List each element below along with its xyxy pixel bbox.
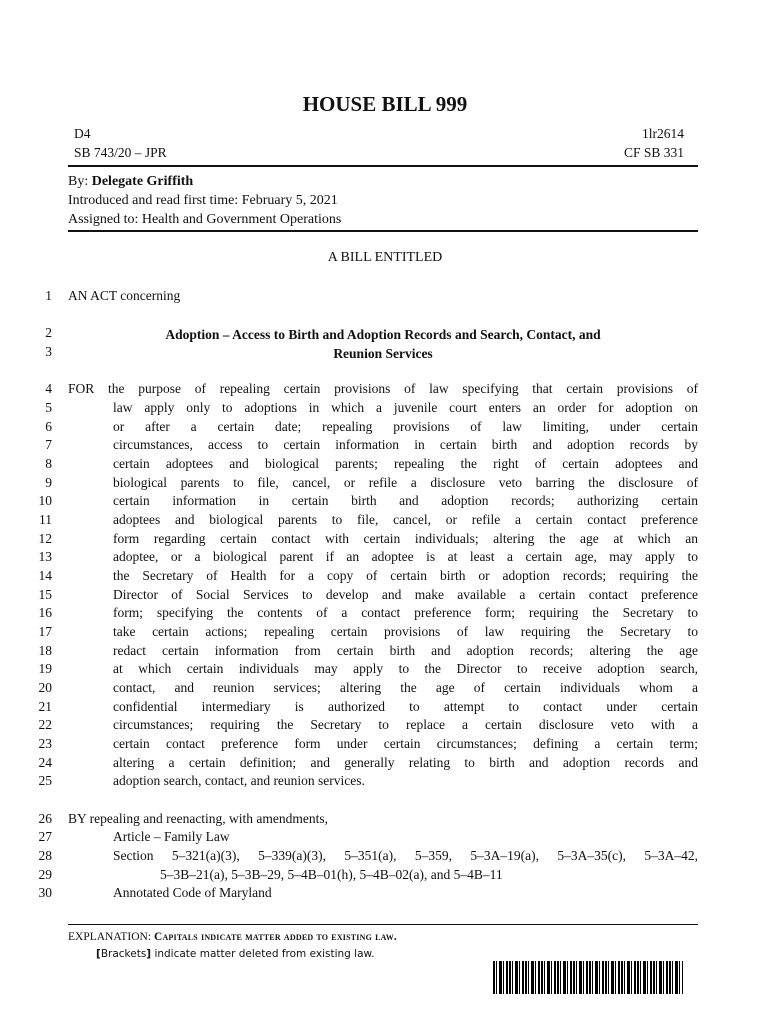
line-number: 19 xyxy=(38,661,52,676)
prior-bill-reference: SB 743/20 – JPR xyxy=(74,145,167,160)
section-line: Section 5–321(a)(3), 5–339(a)(3), 5–351(a), 5–359, 5–3A–19(a), 5–3A–35(c), 5–3A–42, xyxy=(113,848,698,863)
line-number: 28 xyxy=(38,848,52,863)
line-number: 1 xyxy=(45,288,52,303)
purpose-line: biological parents to file, cancel, or refile a disclosure veto barring the disclosure of xyxy=(113,475,698,490)
purpose-line: FOR the purpose of repealing certain provisions of law specifying that certain provisions of xyxy=(68,381,698,396)
line-number: 14 xyxy=(38,568,52,583)
delegate-name: Delegate Griffith xyxy=(91,174,194,189)
assigned-line: Assigned to: Health and Government Operations xyxy=(68,212,342,227)
line-number: 26 xyxy=(38,811,52,826)
by-repealing-line: BY repealing and reenacting, with amendments, xyxy=(68,811,329,826)
purpose-line: adoptees and biological parents to file, cancel, or refile a certain contact preference xyxy=(113,512,698,527)
purpose-line: at which certain individuals may apply to the Director to receive adoption search, xyxy=(113,661,698,676)
brackets-note xyxy=(96,948,374,960)
purpose-line: adoption search, contact, and reunion services. xyxy=(113,773,365,788)
purpose-line: contact, and reunion services; altering the age of certain individuals whom a xyxy=(113,680,698,695)
line-number: 8 xyxy=(45,456,52,471)
line-number: 4 xyxy=(45,381,52,396)
bracket-open: [ xyxy=(96,948,101,960)
purpose-line: adoptee, or a biological parent if an adoptee is at least a certain age, may apply to xyxy=(113,549,698,564)
line-number: 25 xyxy=(38,773,52,788)
bill-title: HOUSE BILL 999 xyxy=(302,92,468,116)
purpose-line: circumstances; requiring the Secretary to replace a certain disclosure veto with a xyxy=(113,717,698,732)
heading-line-1: Adoption – Access to Birth and Adoption Records and Search, Contact, and xyxy=(165,327,601,342)
line-number: 2 xyxy=(45,325,52,340)
line-number: 20 xyxy=(38,680,52,695)
explanation-line xyxy=(68,931,397,943)
section-line-continued: 5–3B–21(a), 5–3B–29, 5–4B–01(h), 5–4B–02(a), and 5–4B–11 xyxy=(160,867,503,882)
line-number: 24 xyxy=(38,755,52,770)
line-number: 29 xyxy=(38,867,52,882)
line-number: 16 xyxy=(38,605,52,620)
purpose-line: certain information in certain birth and adoption records; authorizing certain xyxy=(113,493,698,508)
purpose-line: form regarding certain contact with certain individuals; altering the age at which an xyxy=(113,531,698,546)
line-number: 27 xyxy=(38,829,52,844)
purpose-line: form; specifying the contents of a contact preference form; requiring the Secretary to xyxy=(113,605,698,620)
barcode-image xyxy=(493,961,683,994)
bracket-close: ] xyxy=(146,948,152,960)
line-number: 13 xyxy=(38,549,52,564)
purpose-line: or after a certain date; repealing provisions of law limiting, under certain xyxy=(113,419,698,434)
line-number: 22 xyxy=(38,717,52,732)
purpose-line: confidential intermediary is authorized to attempt to contact under certain xyxy=(113,699,698,714)
explanation-rule xyxy=(68,924,698,925)
line-number: 6 xyxy=(45,419,52,434)
line-number: 15 xyxy=(38,587,52,602)
by-label: By: xyxy=(68,174,89,189)
line-number: 17 xyxy=(38,624,52,639)
explanation-label: EXPLANATION: xyxy=(68,931,152,943)
introduced-line: Introduced and read first time: February 5, 2021 xyxy=(68,193,338,208)
brackets-note-text: indicate matter deleted from existing law. xyxy=(151,948,375,960)
line-number: 9 xyxy=(45,475,52,490)
sponsor-block xyxy=(68,172,341,229)
line-number: 30 xyxy=(38,885,52,900)
heading-line-2: Reunion Services xyxy=(333,346,433,361)
line-number: 21 xyxy=(38,699,52,714)
code-line: Annotated Code of Maryland xyxy=(113,885,272,900)
purpose-line: circumstances, access to certain information in certain birth and adoption records by xyxy=(113,437,698,452)
act-line: AN ACT concerning xyxy=(68,288,181,303)
bill-heading xyxy=(68,325,698,363)
line-number: 5 xyxy=(45,400,52,415)
purpose-line: certain contact preference form under certain circumstances; defining a certain term; xyxy=(113,736,698,751)
header-rule-bottom xyxy=(68,230,698,232)
purpose-line: redact certain information from certain birth and adoption records; altering the age xyxy=(113,643,698,658)
line-number: 18 xyxy=(38,643,52,658)
cross-file-reference: CF SB 331 xyxy=(623,145,684,160)
line-number: 3 xyxy=(45,344,52,359)
bill-entitled: A BILL ENTITLED xyxy=(327,250,443,265)
line-number: 10 xyxy=(38,493,52,508)
line-number: 11 xyxy=(39,512,52,527)
line-number: 12 xyxy=(38,531,52,546)
purpose-line: the Secretary of Health for a copy of certain birth or adoption records; requiring the xyxy=(113,568,698,583)
line-number: 23 xyxy=(38,736,52,751)
purpose-line: take certain actions; repealing certain provisions of law requiring the Secretary to xyxy=(113,624,698,639)
line-number: 7 xyxy=(45,437,52,452)
article-line: Article – Family Law xyxy=(113,829,230,844)
sponsor-line xyxy=(68,172,341,191)
purpose-line: certain adoptees and biological parents; repealing the right of certain adoptees and xyxy=(113,456,698,471)
purpose-line: altering a certain definition; and generally relating to birth and adoption records and xyxy=(113,755,698,770)
purpose-line: law apply only to adoptions in which a juvenile court enters an order for adoption on xyxy=(113,400,698,415)
explanation-caps-note: Capitals indicate matter added to existing law. xyxy=(153,931,397,943)
brackets-word: Brackets xyxy=(100,948,147,960)
drafting-number: 1lr2614 xyxy=(642,126,684,141)
purpose-line: Director of Social Services to develop and make available a certain contact preference xyxy=(113,587,698,602)
subject-code: D4 xyxy=(74,126,91,141)
header-rule-top xyxy=(68,165,698,167)
